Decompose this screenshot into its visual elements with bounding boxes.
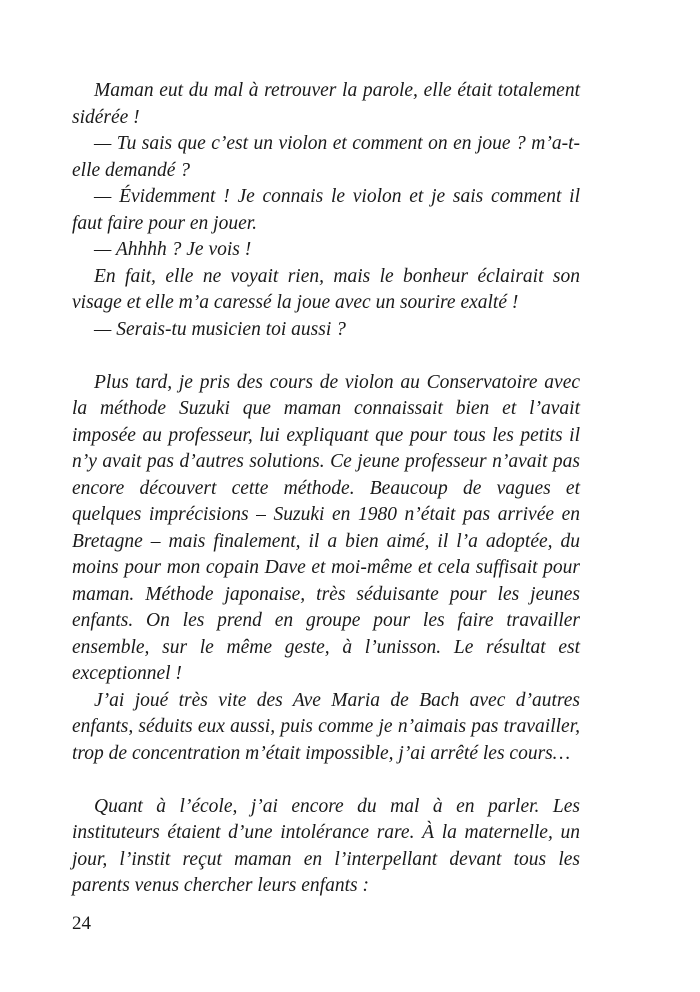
- paragraph: Plus tard, je pris des cours de violon au Conservatoire avec la méthode Suzuki que maman connaissait bien et l’avait imposée au professeur, lui expliquant que pour tous les petits il n’y avait pas d’autres solutions. Ce jeune professeur n’avait pas encore découvert cette méthode. Beaucoup de vagues et quelques imprécisions – Suzuki en 1980 n’était pas arrivée en Bretagne – mais finalement, il a bien aimé, il l’a adoptée, du moins pour mon copain Dave et moi-même et cela suffisait pour maman. Méthode japonaise, très séduisante pour les jeunes enfants. On les prend en groupe pour les faire travailler ensemble, sur le même geste, à l’unisson. Le résultat est exceptionnel !: [72, 371, 580, 684]
- paragraph: En fait, elle ne voyait rien, mais le bonheur éclairait son visage et elle m’a caressé la joue avec un sourire exalté !: [72, 265, 580, 313]
- page-number: 24: [72, 913, 91, 934]
- paragraph: J’ai joué très vite des Ave Maria de Bach avec d’autres enfants, séduits eux aussi, puis comme je n’aimais pas travailler, trop de concentration m’était impossible, j’ai arrêté les cours…: [72, 689, 580, 764]
- dialogue-line: — Serais-tu musicien toi aussi ?: [94, 318, 346, 340]
- section-gap: [72, 767, 580, 794]
- section-gap: [72, 343, 580, 370]
- dialogue-line: — Évidemment ! Je connais le violon et je sais comment il faut faire pour en jouer.: [72, 186, 580, 234]
- paragraph: Maman eut du mal à retrouver la parole, elle était totalement sidérée !: [72, 80, 580, 128]
- page-body: [72, 78, 580, 900]
- paragraph: Quant à l’école, j’ai encore du mal à en parler. Les instituteurs étaient d’une intolérance rare. À la maternelle, un jour, l’instit reçut maman en l’interpellant devant tous les parents venus chercher leurs enfants :: [72, 795, 580, 896]
- dialogue-line: — Ahhhh ? Je vois !: [94, 239, 252, 260]
- dialogue-line: — Tu sais que c’est un violon et comment on en joue ? m’a-t-elle demandé ?: [72, 133, 580, 181]
